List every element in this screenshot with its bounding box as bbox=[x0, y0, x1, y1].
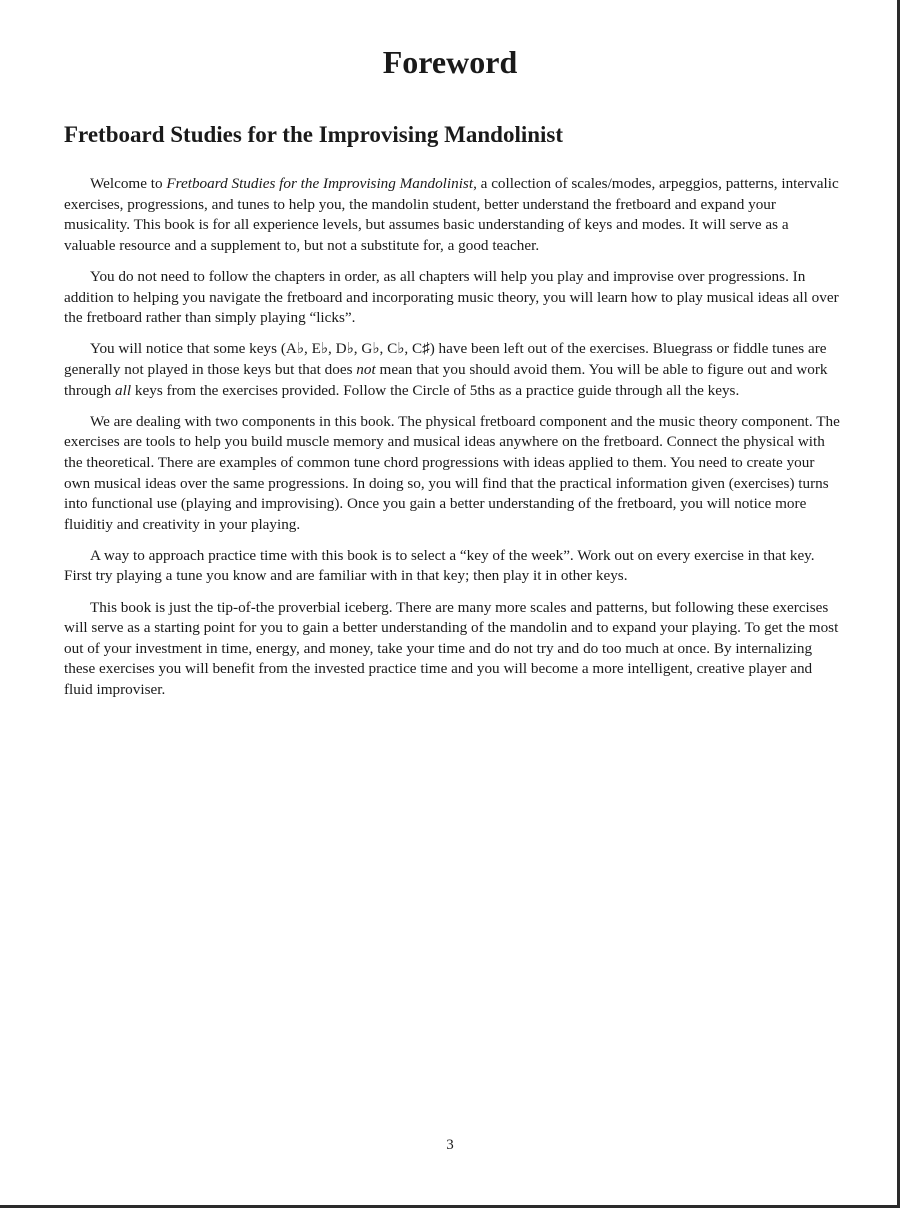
page-number: 3 bbox=[446, 1137, 454, 1153]
paragraph-welcome bbox=[64, 174, 840, 256]
keys-text-end: keys from the exercises provided. Follow the Circle of 5ths as a practice guide through all the keys. bbox=[131, 381, 740, 399]
foreword-body bbox=[64, 174, 840, 711]
paragraph-chapter-order: You do not need to follow the chapters in order, as all chapters will help you play and improvise over progressions. In addition to helping you navigate the fretboard and incorporating music theory, you will learn how to play musical ideas all over the fretboard rather than simply playing “licks”. bbox=[64, 267, 839, 327]
section-heading: Fretboard Studies for the Improvising Mandolinist bbox=[64, 122, 564, 147]
keys-text-middle: mean that you should avoid them. You will be able to figure out and work through bbox=[64, 360, 828, 399]
emphasis-not: not bbox=[356, 360, 376, 378]
paragraph-keys bbox=[64, 339, 840, 401]
keys-text-start: You will notice that some keys (A♭, E♭, D♭, G♭, C♭, C♯) have been left out of the exercises. Bluegrass or fiddle tunes are generally not played in those keys but that does bbox=[64, 340, 827, 378]
paragraph-iceberg: This book is just the tip-of-the proverbial iceberg. There are many more scales and patterns, but following these exercises will serve as a starting point for you to gain a better understanding of the mandolin and to expand your playing. To get the most out of your investment in time, energy, and money, take your time and do not try and do too much at once. By internalizing these exercises you will benefit from the invested practice time and you will become a more intelligent, creative player and fluid improviser. bbox=[64, 598, 839, 699]
book-title-italic: Fretboard Studies for the Improvising Mandolinist bbox=[166, 175, 474, 192]
paragraph-key-of-week: A way to approach practice time with this book is to select a “key of the week”. Work out on every exercise in that key. First try playing a tune you know and are familiar with in that key; then play it in other keys. bbox=[64, 546, 815, 585]
welcome-text-start: Welcome to bbox=[90, 175, 167, 192]
page-title: Foreword bbox=[382, 44, 518, 80]
welcome-text-rest: , a collection of scales/modes, arpeggios, patterns, intervalic exercises, progressions, and tunes to help you, the mandolin student, better understand the fretboard and expand your musicality. This book is for all experience levels, but assumes basic understanding of keys and modes. It will serve as a valuable resource and a supplement to, but not a substitute for, a good teacher. bbox=[64, 175, 839, 254]
emphasis-all: all bbox=[115, 381, 132, 399]
paragraph-components: We are dealing with two components in this book. The physical fretboard component and the music theory component. The exercises are tools to help you build muscle memory and musical ideas anywhere on the fretboard. Connect the physical with the theoretical. There are examples of common tune chord progressions with ideas applied to them. You need to create your own musical ideas over the same progressions. In doing so, you will find that the practical information given (exercises) turns into functional use (playing and improvising). Once you gain a better understanding of the fretboard, you will notice more fluiditiy and creativity in your playing. bbox=[64, 412, 840, 533]
